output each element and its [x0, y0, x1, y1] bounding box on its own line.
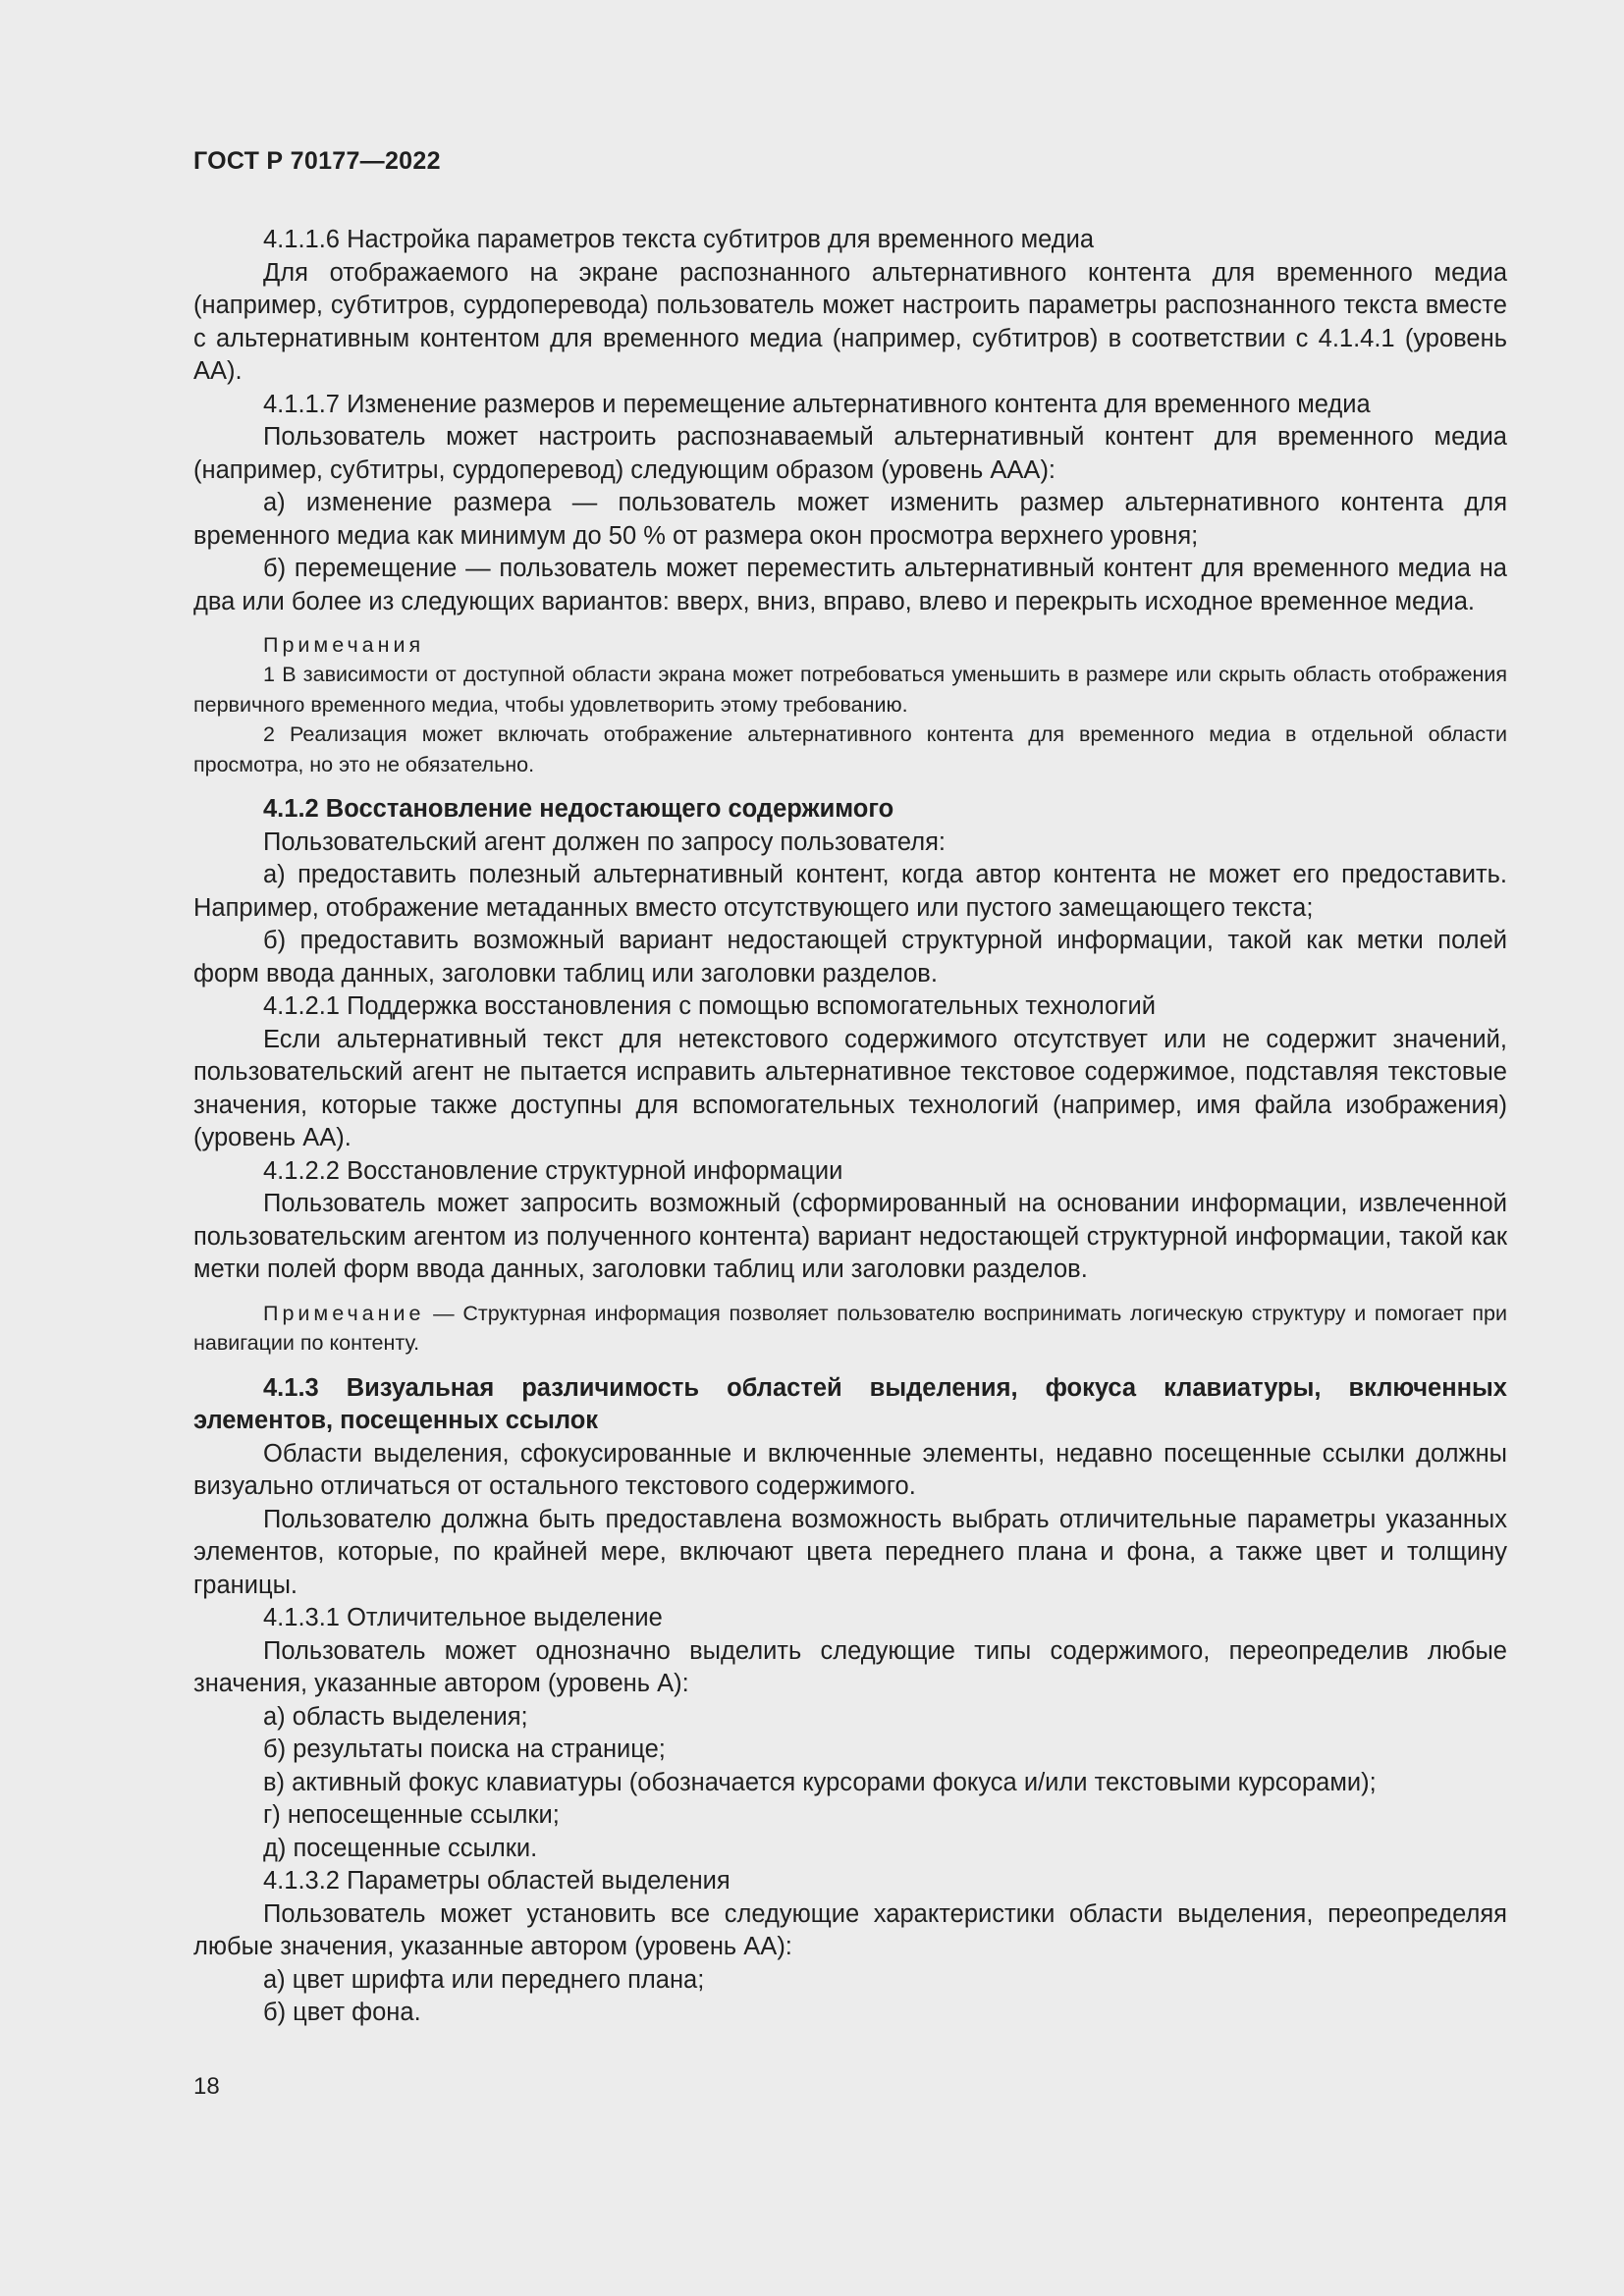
paragraph: Пользовательский агент должен по запросу пользователя: [263, 828, 946, 856]
paragraph: Пользователь может установить все следующие характеристики области выделения, переопределяя любые значения, указанные автором (уровень АА): [193, 1899, 1507, 1960]
note-item: 1 В зависимости от доступной области экрана может потребоваться уменьшить в размере или скрыть область отображения первичного временного медиа, чтобы удовлетворить этому требованию. [193, 663, 1507, 717]
paragraph: Если альтернативный текст для нетекстового содержимого отсутствует или не содержит значений, пользовательский агент не пытается исправить альтернативное текстовое содержимое, подставляя текстовые значения, которые также доступны для вспомогательных технологий (например, имя файла изображения) (уровень АА). [193, 1025, 1507, 1151]
paragraph: Пользователь может запросить возможный (сформированный на основании информации, извлеченной пользовательским агентом из полученного контента) вариант недостающей структурной информации, такой как метки полей форм ввода данных, заголовки таблиц или заголовки разделов. [193, 1190, 1507, 1283]
list-item: в) активный фокус клавиатуры (обозначается курсорами фокуса и/или текстовыми курсорами); [263, 1768, 1377, 1796]
notes-title: Примечания [263, 633, 425, 657]
section-title-4-1-3-2: 4.1.3.2 Параметры областей выделения [263, 1867, 731, 1895]
list-item: а) предоставить полезный альтернативный контент, когда автор контента не может его предоставить. Например, отображение метаданных вместо отсутствующего или пустого замещающего текста; [193, 861, 1507, 922]
paragraph: Пользователь может настроить распознаваемый альтернативный контент для временного медиа (например, субтитры, сурдоперевод) следующим образом (уровень ААА): [193, 423, 1507, 484]
section-title-4-1-2-2: 4.1.2.2 Восстановление структурной информации [263, 1156, 843, 1185]
note-item: 2 Реализация может включать отображение альтернативного контента для временного медиа в отдельной области просмотра, но это не обязательно. [193, 722, 1507, 776]
list-item: д) посещенные ссылки. [263, 1834, 538, 1862]
page-number: 18 [193, 2073, 220, 2100]
list-item: б) результаты поиска на странице; [263, 1735, 666, 1763]
list-item: б) цвет фона. [263, 1999, 421, 2026]
document-body [193, 224, 1507, 2030]
list-item: а) область выделения; [263, 1702, 528, 1731]
list-item: а) цвет шрифта или переднего плана; [263, 1965, 705, 1994]
paragraph: Для отображаемого на экране распознанного альтернативного контента для временного медиа (например, субтитров, сурдоперевода) пользователь может настроить параметры распознанного текста вместе с альтернативным контентом для временного медиа (например, субтитров) в соответствии с 4.1.4.1 (уровень АА). [193, 258, 1507, 385]
section-title-4-1-3-1: 4.1.3.1 Отличительное выделение [263, 1604, 663, 1631]
list-item: б) предоставить возможный вариант недостающей структурной информации, такой как метки полей форм ввода данных, заголовки таблиц или заголовки разделов. [193, 927, 1507, 988]
note-label: Примечание [263, 1301, 425, 1325]
paragraph: Пользователь может однозначно выделить следующие типы содержимого, переопределив любые значения, указанные автором (уровень А): [193, 1636, 1507, 1697]
list-item: г) непосещенные ссылки; [263, 1801, 560, 1829]
paragraph: Области выделения, сфокусированные и включенные элементы, недавно посещенные ссылки должны визуально отличаться от остального текстового содержимого. [193, 1439, 1507, 1500]
note-text: — Структурная информация позволяет пользователю воспринимать логическую структуру и помогает при навигации по контенту. [193, 1301, 1507, 1355]
document-code-header: ГОСТ Р 70177—2022 [193, 147, 441, 175]
section-heading-4-1-3: 4.1.3 Визуальная различимость областей выделения, фокуса клавиатуры, включенных элементов, посещенных ссылок [193, 1373, 1507, 1434]
section-title-4-1-2-1: 4.1.2.1 Поддержка восстановления с помощью вспомогательных технологий [263, 992, 1157, 1020]
list-item: а) изменение размера — пользователь может изменить размер альтернативного контента для временного медиа как минимум до 50 % от размера окон просмотра верхнего уровня; [193, 489, 1507, 550]
section-title-4-1-1-7: 4.1.1.7 Изменение размеров и перемещение альтернативного контента для временного медиа [263, 390, 1371, 418]
paragraph: Пользователю должна быть предоставлена возможность выбрать отличительные параметры указанных элементов, которые, по крайней мере, включают цвета переднего плана и фона, а также цвет и толщину границы. [193, 1505, 1507, 1599]
list-item: б) перемещение — пользователь может переместить альтернативный контент для временного медиа на два или более из следующих вариантов: вверх, вниз, вправо, влево и перекрыть исходное временное медиа. [193, 555, 1507, 615]
note-single [193, 1299, 1507, 1359]
section-title-4-1-1-6: 4.1.1.6 Настройка параметров текста субтитров для временного медиа [263, 226, 1095, 253]
section-heading-4-1-2: 4.1.2 Восстановление недостающего содержимого [263, 795, 894, 823]
